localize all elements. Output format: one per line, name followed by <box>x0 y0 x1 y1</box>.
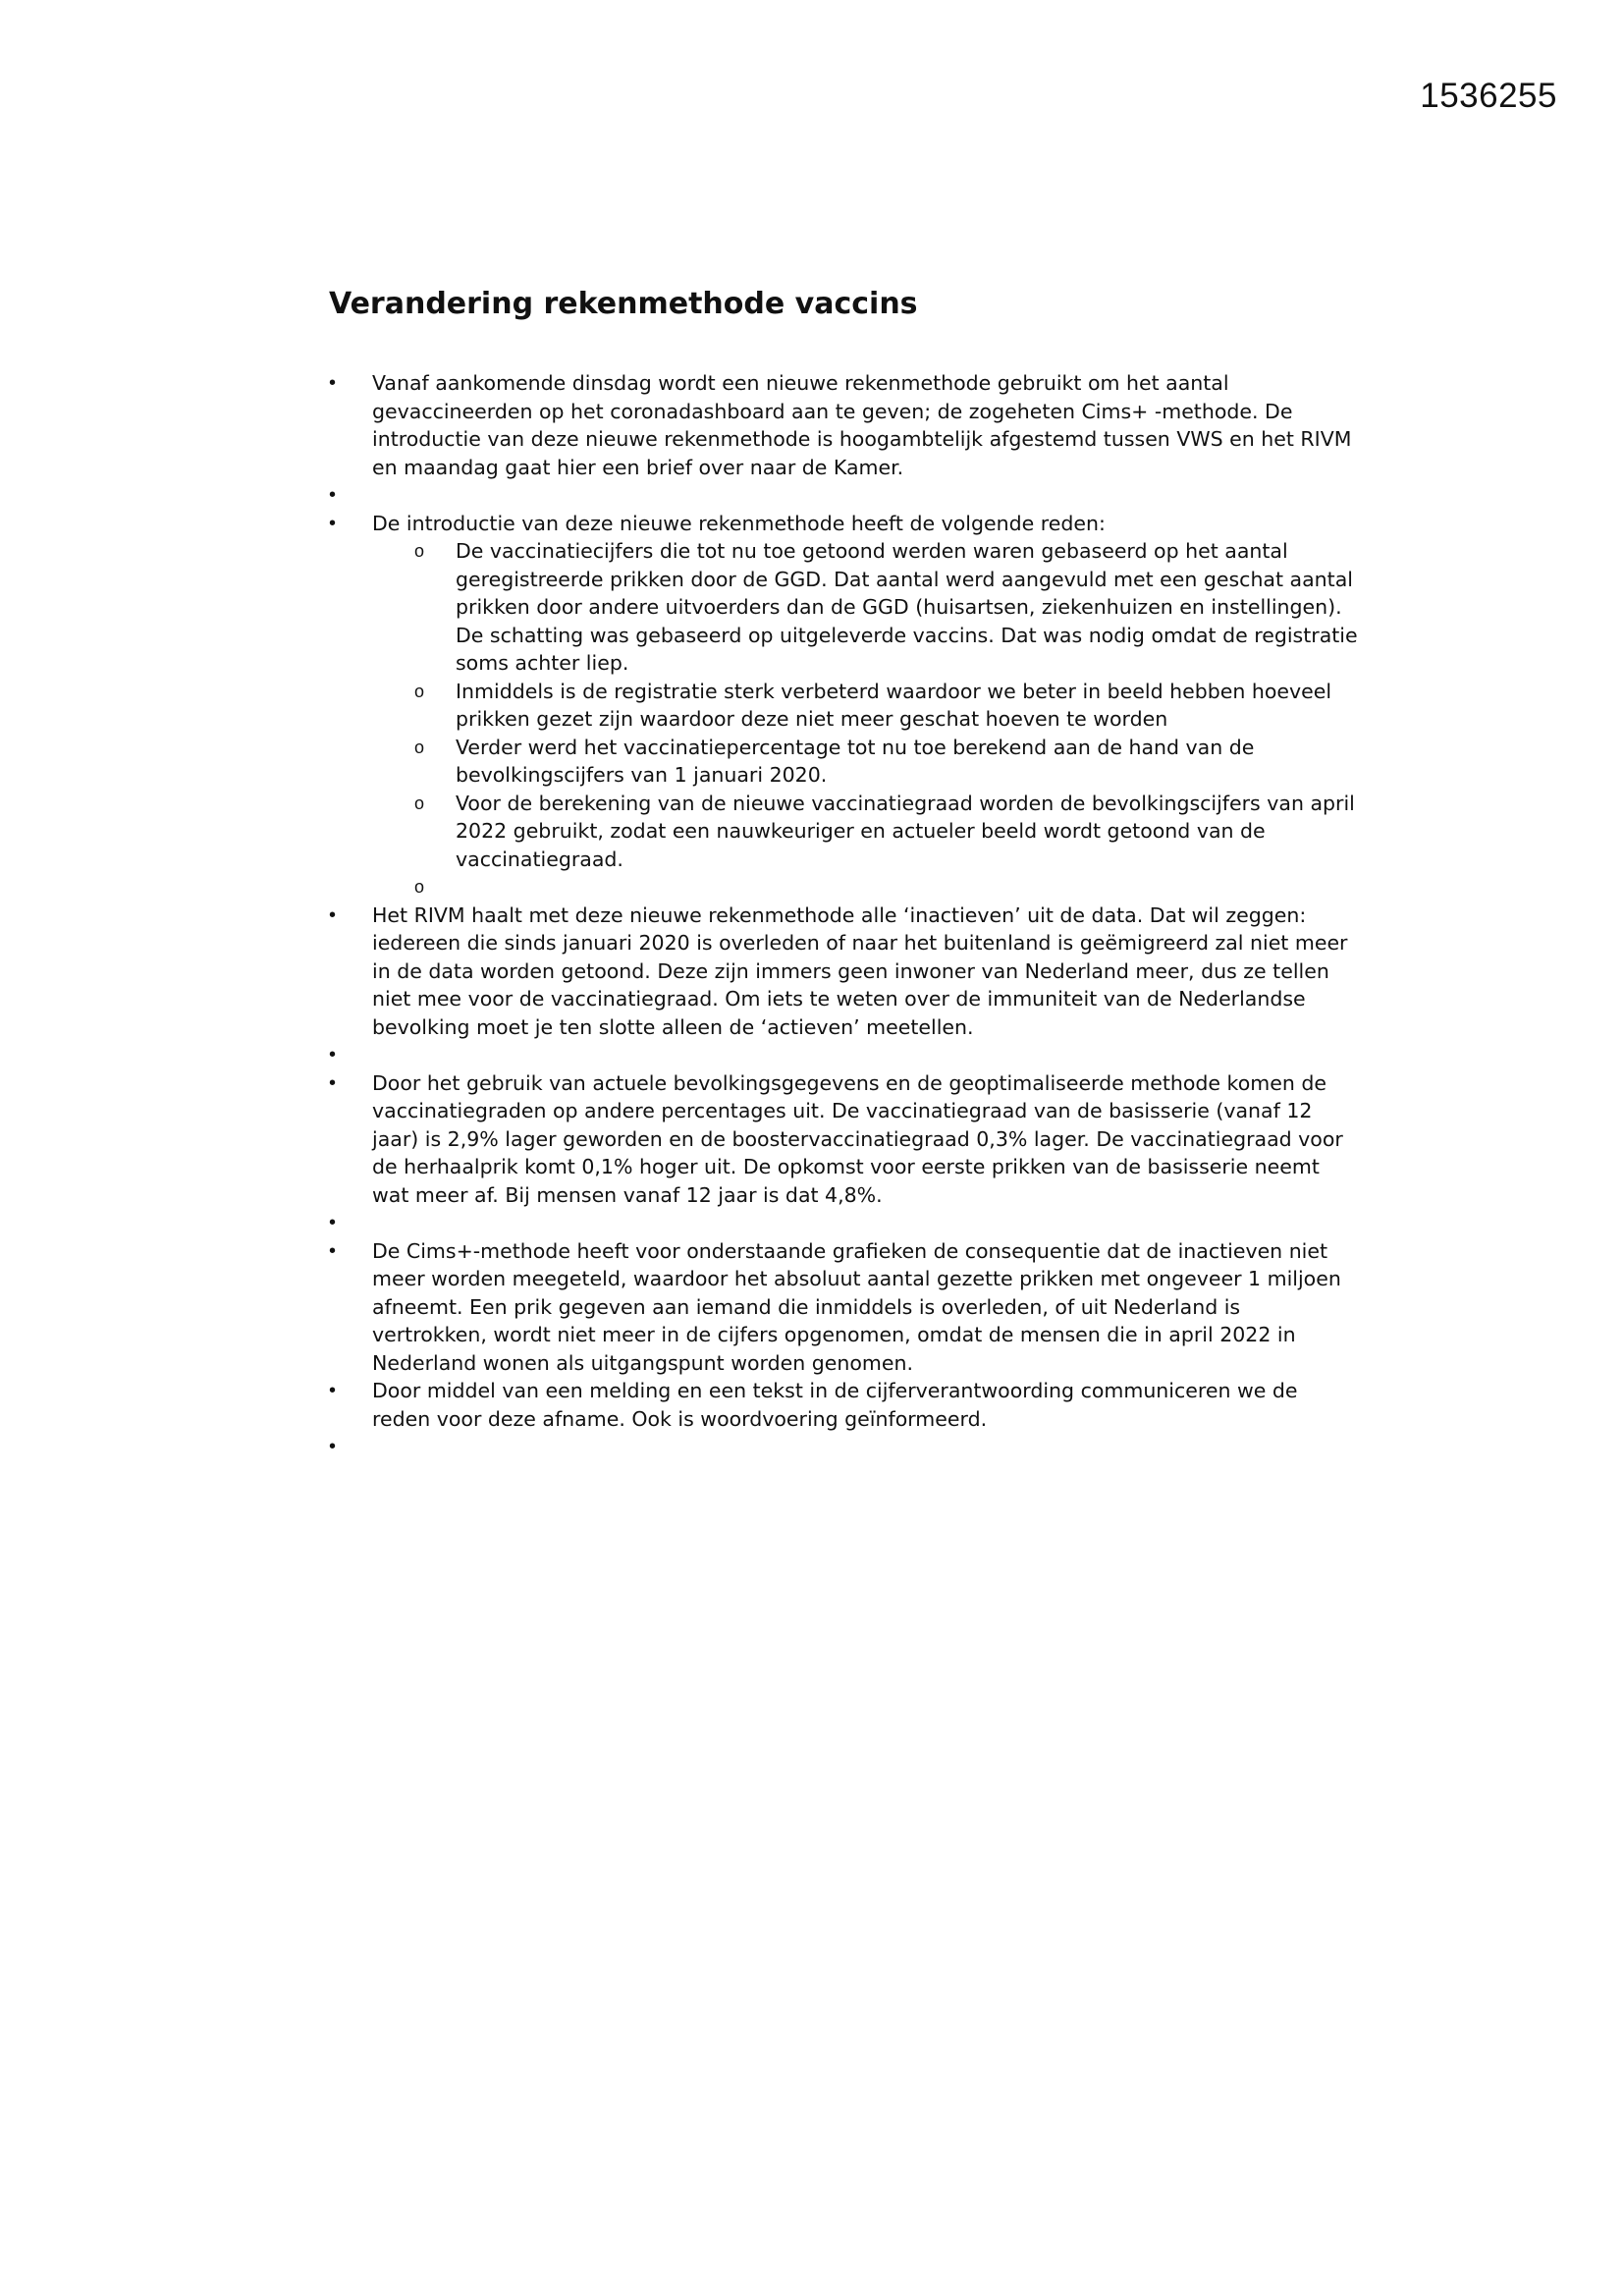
bullet-item <box>329 369 1360 481</box>
bullet-item-empty <box>329 1433 1360 1461</box>
bullet-item <box>329 902 1360 1042</box>
document-body <box>329 285 1360 1461</box>
sub-bullet-list <box>372 537 1360 902</box>
sub-bullet-item <box>372 537 1360 678</box>
bullet-item-empty <box>329 481 1360 510</box>
bullet-text: Het RIVM haalt met deze nieuwe rekenmethode alle ‘inactieven’ uit de data. Dat wil zeggen: iedereen die sinds januari 2020 is overleden of naar het buitenland is geëmigreerd zal niet meer in de data worden getoond. Deze zijn immers geen inwoner van Nederland meer, dus ze tellen niet mee voor de vaccinatiegraad. Om iets te weten over de immuniteit van de Nederlandse bevolking moet je ten slotte alleen de ‘actieven’ meetellen. <box>372 902 1348 1039</box>
bullet-text: Door het gebruik van actuele bevolkingsgegevens en de geoptimaliseerde methode komen de vaccinatiegraden op andere percentages uit. De vaccinatiegraad van de basisserie (vanaf 12 jaar) is 2,9% lager geworden en de boostervaccinatiegraad 0,3% lager. De vaccinatiegraad voor de herhaalprik komt 0,1% hoger uit. De opkomst voor eerste prikken van de basisserie neemt wat meer af. Bij mensen vanaf 12 jaar is dat 4,8%. <box>372 1070 1343 1207</box>
bullet-text: Door middel van een melding en een tekst in de cijferverantwoording communiceren we de reden voor deze afname. Ook is woordvoering geïnformeerd. <box>372 1379 1298 1431</box>
sub-bullet-item-empty <box>372 873 1360 902</box>
bullet-item <box>329 1377 1360 1433</box>
bullet-item <box>329 1069 1360 1210</box>
bullet-list <box>329 369 1360 1461</box>
sub-bullet-item <box>372 790 1360 874</box>
sub-bullet-item <box>372 734 1360 790</box>
bullet-item <box>329 1237 1360 1378</box>
document-title: Verandering rekenmethode vaccins <box>329 287 918 321</box>
bullet-text: De introductie van deze nieuwe rekenmethode heeft de volgende reden: <box>372 511 1106 535</box>
page-number: 1536255 <box>1420 77 1557 115</box>
sub-bullet-text: Verder werd het vaccinatiepercentage tot nu toe berekend aan de hand van de bevolkingscijfers van 1 januari 2020. <box>456 735 1255 787</box>
bullet-item <box>329 510 1360 902</box>
bullet-item-empty <box>329 1209 1360 1237</box>
bullet-text: Vanaf aankomende dinsdag wordt een nieuwe rekenmethode gebruikt om het aantal gevaccineerden op het coronadashboard aan te geven; de zogeheten Cims+ -methode. De introductie van deze nieuwe rekenmethode is hoogambtelijk afgestemd tussen VWS en het RIVM en maandag gaat hier een brief over naar de Kamer. <box>372 371 1352 479</box>
sub-bullet-item <box>372 678 1360 734</box>
bullet-text: De Cims+-methode heeft voor onderstaande grafieken de consequentie dat de inactieven niet meer worden meegeteld, waardoor het absoluut aantal gezette prikken met ongeveer 1 miljoen afneemt. Een prik gegeven aan iemand die inmiddels is overleden, of uit Nederland is vertrokken, wordt niet meer in de cijfers opgenomen, omdat de mensen die in april 2022 in Nederland wonen als uitgangspunt worden genomen. <box>372 1238 1341 1375</box>
sub-bullet-text: De vaccinatiecijfers die tot nu toe getoond werden waren gebaseerd op het aantal geregistreerde prikken door de GGD. Dat aantal werd aangevuld met een geschat aantal prikken door andere uitvoerders dan de GGD (huisartsen, ziekenhuizen en instellingen). De schatting was gebaseerd op uitgeleverde vaccins. Dat was nodig omdat de registratie soms achter liep. <box>456 539 1358 675</box>
sub-bullet-text: Voor de berekening van de nieuwe vaccinatiegraad worden de bevolkingscijfers van april 2022 gebruikt, zodat een nauwkeuriger en actueler beeld wordt getoond van de vaccinatiegraad. <box>456 791 1355 871</box>
sub-bullet-text: Inmiddels is de registratie sterk verbeterd waardoor we beter in beeld hebben hoeveel prikken gezet zijn waardoor deze niet meer geschat hoeven te worden <box>456 679 1332 731</box>
bullet-item-empty <box>329 1041 1360 1069</box>
